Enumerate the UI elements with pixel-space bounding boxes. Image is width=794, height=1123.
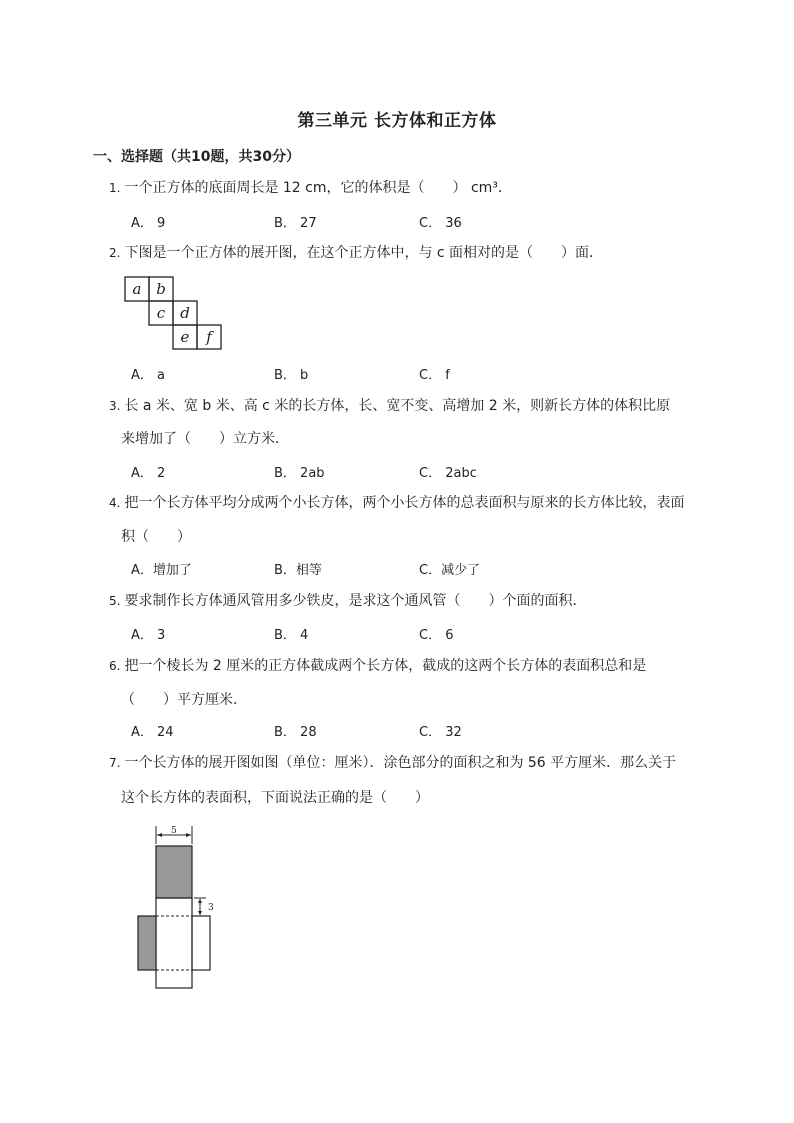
cuboid-net-figure: [130, 822, 220, 992]
question-7: 7. 一个长方体的展开图如图（单位：厘米）．涂色部分的面积之和为 56 平方厘米．那么关于: [109, 755, 677, 771]
question-6: 6. 把一个棱长为 2 厘米的正方体截成两个长方体，截成的这两个长方体的表面积总和是: [109, 658, 647, 674]
height-label: 3: [208, 903, 214, 913]
q4-option-c: C．减少了: [419, 563, 481, 578]
question-3: 3. 长 a 米、宽 b 米、高 c 米的长方体，长、宽不变、高增加 2 米，则新长方体的体积比原: [109, 398, 671, 414]
q1-option-b: B． 27: [274, 216, 317, 231]
shaded-top-face: [156, 846, 192, 898]
question-4: 4. 把一个长方体平均分成两个小长方体，两个小长方体的总表面积与原来的长方体比较，表面: [109, 495, 685, 511]
q4-option-a: A．增加了: [131, 563, 192, 578]
width-label: 5: [171, 826, 177, 836]
q3-option-c: C． 2abc: [419, 466, 477, 481]
shaded-left-face: [138, 916, 156, 970]
cube-net-figure: [124, 276, 226, 350]
net-label-c: c: [156, 304, 166, 322]
q6-option-b: B． 28: [274, 725, 317, 740]
question-6-line-2: （ ）平方厘米．: [121, 692, 247, 708]
q6-option-a: A． 24: [131, 725, 174, 740]
q6-option-c: C． 32: [419, 725, 462, 740]
net-label-f: f: [206, 328, 212, 346]
q5-option-a: A． 3: [131, 628, 166, 643]
q3-option-b: B． 2ab: [274, 466, 325, 481]
question-3-line-2: 来增加了（ ）立方米．: [121, 431, 289, 447]
net-label-e: e: [180, 328, 190, 346]
section-heading: 一、选择题（共10题，共30分）: [93, 149, 300, 165]
question-5: 5. 要求制作长方体通风管用多少铁皮，是求这个通风管（ ）个面的面积．: [109, 593, 587, 609]
q2-option-a: A． a: [131, 368, 165, 383]
q5-option-c: C． 6: [419, 628, 454, 643]
q5-option-b: B． 4: [274, 628, 309, 643]
q3-option-a: A． 2: [131, 466, 166, 481]
question-1: 1. 一个正方体的底面周长是 12 cm，它的体积是（ ） cm³．: [109, 180, 512, 196]
q2-option-c: C． f: [419, 368, 450, 383]
page-title: 第三单元 长方体和正方体: [297, 111, 497, 131]
q4-option-b: B．相等: [274, 563, 322, 578]
question-4-line-2: 积（ ）: [121, 529, 191, 545]
net-label-a: a: [132, 280, 142, 298]
net-label-b: b: [156, 280, 166, 298]
q1-option-a: A． 9: [131, 216, 166, 231]
question-7-line-2: 这个长方体的表面积，下面说法正确的是（ ）: [121, 790, 429, 806]
q1-option-c: C． 36: [419, 216, 462, 231]
q2-option-b: B． b: [274, 368, 309, 383]
net-label-d: d: [180, 304, 190, 322]
question-2: 2. 下图是一个正方体的展开图，在这个正方体中，与 c 面相对的是（ ）面．: [109, 245, 604, 261]
